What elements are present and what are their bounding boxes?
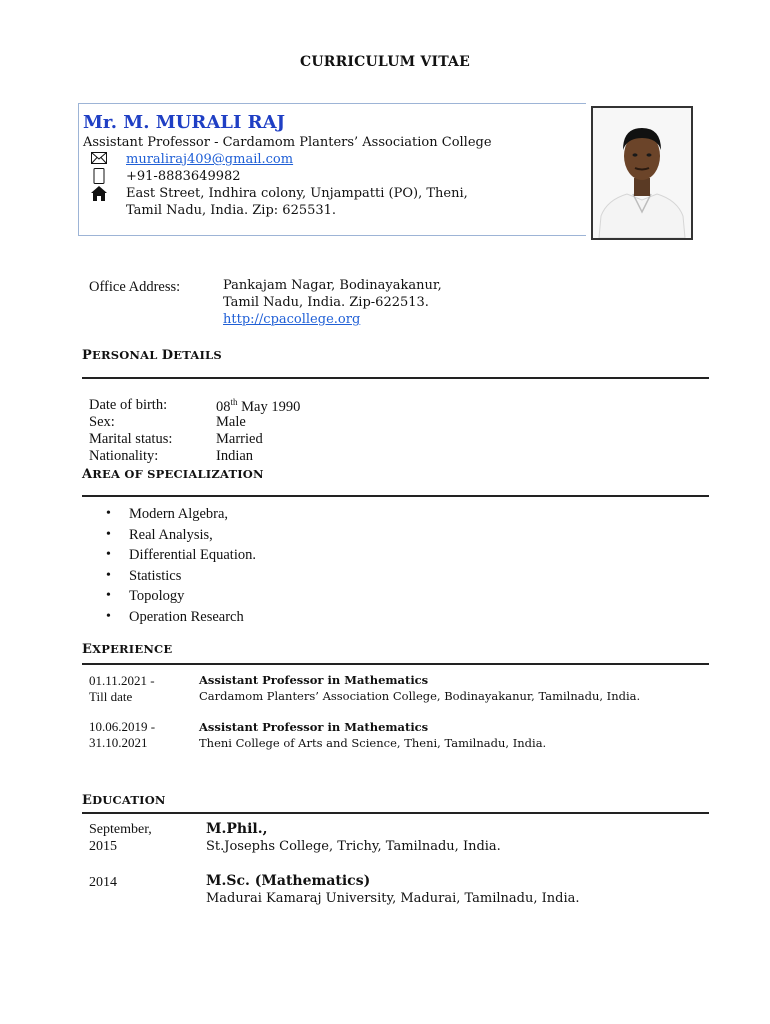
candidate-name: Mr. M. MURALI RAJ bbox=[83, 112, 286, 133]
sex-value: Male bbox=[216, 414, 246, 430]
section-divider bbox=[82, 663, 709, 665]
experience-heading: EXPERIENCE bbox=[82, 642, 173, 657]
home-address-line2: Tamil Nadu, India. Zip: 625531. bbox=[126, 203, 337, 218]
specialization-heading: AREA OF SPECIALIZATION bbox=[82, 467, 264, 482]
dob-label: Date of birth: bbox=[89, 397, 168, 413]
section-divider bbox=[82, 377, 709, 379]
education-heading: EDUCATION bbox=[82, 793, 166, 808]
education-degree: M.Phil., bbox=[206, 821, 268, 837]
marital-status-label: Marital status: bbox=[89, 431, 173, 447]
section-divider bbox=[82, 812, 709, 814]
experience-date-from: 10.06.2019 - bbox=[89, 719, 156, 734]
document-title: CURRICULUM VITAE bbox=[300, 54, 470, 70]
nationality-label: Nationality: bbox=[89, 448, 159, 464]
education-date: September, bbox=[89, 822, 152, 837]
home-icon bbox=[87, 186, 111, 205]
mobile-phone-icon bbox=[87, 168, 111, 188]
experience-organization: Theni College of Arts and Science, Theni, Tamilnadu, India. bbox=[199, 736, 547, 750]
experience-date-to: Till date bbox=[89, 689, 133, 704]
list-item: • Topology bbox=[106, 586, 256, 607]
nationality-value: Indian bbox=[216, 448, 254, 464]
section-divider bbox=[82, 495, 709, 497]
designation: Assistant Professor - Cardamom Planters’ Association College bbox=[83, 135, 492, 150]
envelope-icon bbox=[87, 152, 111, 168]
education-institution: St.Josephs College, Trichy, Tamilnadu, India. bbox=[206, 839, 501, 854]
education-date: 2015 bbox=[89, 839, 117, 854]
education-degree: M.Sc. (Mathematics) bbox=[206, 873, 371, 889]
education-institution: Madurai Kamaraj University, Madurai, Tamilnadu, India. bbox=[206, 891, 580, 906]
list-item: • Statistics bbox=[106, 566, 256, 587]
experience-date-to: 31.10.2021 bbox=[89, 735, 148, 750]
office-address-line1: Pankajam Nagar, Bodinayakanur, bbox=[223, 278, 442, 293]
website-link[interactable]: http://cpacollege.org bbox=[223, 312, 361, 327]
home-address-line1: East Street, Indhira colony, Unjampatti (PO), Theni, bbox=[126, 186, 468, 201]
office-address-line2: Tamil Nadu, India. Zip-622513. bbox=[223, 295, 429, 310]
office-address-label: Office Address: bbox=[89, 279, 181, 295]
experience-organization: Cardamom Planters’ Association College, Bodinayakanur, Tamilnadu, India. bbox=[199, 689, 641, 703]
list-item: • Differential Equation. bbox=[106, 545, 256, 566]
sex-label: Sex: bbox=[89, 414, 115, 430]
phone-number: +91-8883649982 bbox=[126, 169, 241, 184]
email-link[interactable]: muraliraj409@gmail.com bbox=[126, 152, 294, 167]
marital-status-value: Married bbox=[216, 431, 263, 447]
education-date: 2014 bbox=[89, 875, 117, 890]
dob-value: 08th May 1990 bbox=[216, 397, 301, 415]
list-item: • Operation Research bbox=[106, 607, 256, 628]
experience-role: Assistant Professor in Mathematics bbox=[199, 673, 429, 687]
experience-date-from: 01.11.2021 - bbox=[89, 673, 155, 688]
list-item: • Modern Algebra, bbox=[106, 504, 256, 525]
specialization-list bbox=[106, 504, 256, 627]
profile-photo bbox=[591, 106, 693, 240]
personal-details-heading: PERSONAL DETAILS bbox=[82, 348, 222, 363]
list-item: • Real Analysis, bbox=[106, 525, 256, 546]
experience-role: Assistant Professor in Mathematics bbox=[199, 720, 429, 734]
